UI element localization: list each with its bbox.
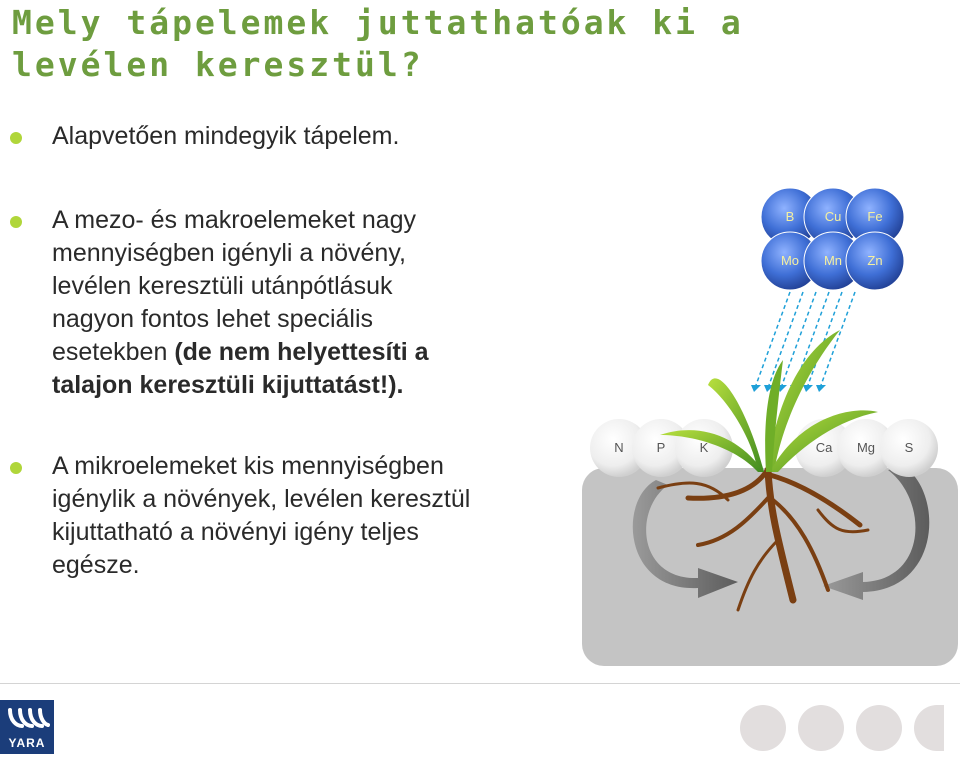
plant-nutrient-figure xyxy=(578,180,960,670)
logo-text: YARA xyxy=(8,736,46,750)
slide-title: Mely tápelemek juttathatóak ki a levélen keresztül? xyxy=(12,3,744,84)
footer-circle xyxy=(856,705,902,751)
yara-logo xyxy=(0,700,54,754)
soil-label-ca: Ca xyxy=(815,440,833,455)
foliar-label-zn: Zn xyxy=(867,253,883,268)
foliar-label-b: B xyxy=(785,209,795,224)
soil-label-p: P xyxy=(656,440,666,455)
footer-circle xyxy=(798,705,844,751)
bullet-dot-icon xyxy=(10,132,22,144)
soil-label-mg: Mg xyxy=(856,440,876,455)
foliar-label-cu: Cu xyxy=(824,209,842,224)
footer-circle xyxy=(914,705,944,751)
footer-circle xyxy=(740,705,786,751)
bullet-dot-icon xyxy=(10,216,22,228)
foliar-label-mn: Mn xyxy=(823,253,843,268)
soil-label-k: K xyxy=(699,440,709,455)
plant-nutrient-illustration xyxy=(578,180,960,670)
soil-label-s: S xyxy=(904,440,914,455)
foliar-bubbles xyxy=(761,188,904,290)
bullet-2-bold: (de nem helyettesíti a talajon keresztüli kijuttatást!). xyxy=(52,338,429,399)
bullet-1-text: Alapvetően mindegyik tápelem. xyxy=(52,122,400,150)
soil-label-n: N xyxy=(614,440,624,455)
bullet-dot-icon xyxy=(10,462,22,474)
viking-ship-icon xyxy=(0,700,54,736)
bullet-2-plain: A mezo- és makroelemeket nagy mennyiségben igényli a növény, levélen keresztüli utánpótlásuk nagyon fontos lehet speciális esetekben xyxy=(52,206,417,366)
bullet-2-text xyxy=(52,204,472,402)
bullet-3-text: A mikroelemeket kis mennyiségben igénylik a növények, levélen keresztül kijuttatható a növényi igény teljes egésze. xyxy=(52,452,471,579)
footer-divider xyxy=(0,683,960,684)
foliar-label-fe: Fe xyxy=(867,209,883,224)
foliar-label-mo: Mo xyxy=(780,253,800,268)
